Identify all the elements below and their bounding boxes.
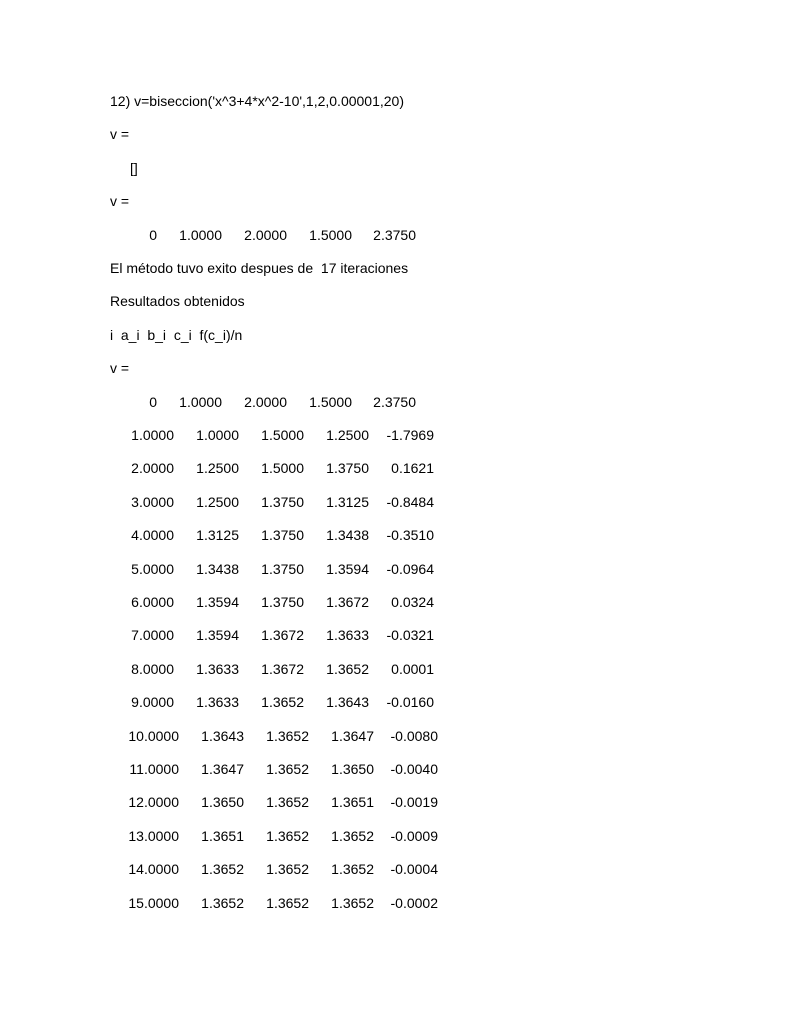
table-row — [0, 726, 791, 746]
table-cell: 1.3652 — [326, 661, 369, 677]
results-title: Resultados obtenidos — [110, 293, 245, 309]
table-cell: 1.3652 — [331, 828, 374, 844]
table-cell: 1.3651 — [201, 828, 244, 844]
table-cell: 1.3650 — [201, 794, 244, 810]
table-cell: 1.3633 — [326, 627, 369, 643]
vector-value: 2.3750 — [373, 227, 416, 243]
table-cell: 15.0000 — [128, 895, 179, 911]
table-cell: 14.0000 — [128, 861, 179, 877]
table-cell: 1.2500 — [196, 460, 239, 476]
vector-value: 1.5000 — [309, 227, 352, 243]
table-cell: 1.0000 — [196, 427, 239, 443]
table-cell: 1.3643 — [326, 694, 369, 710]
table-row — [0, 559, 791, 579]
table-cell: 1.3652 — [266, 728, 309, 744]
table-row — [0, 659, 791, 679]
table-row — [0, 692, 791, 712]
vector-value: 1.5000 — [309, 394, 352, 410]
table-cell: 4.0000 — [131, 527, 174, 543]
table-cell: 8.0000 — [131, 661, 174, 677]
table-cell: 2.0000 — [131, 460, 174, 476]
table-cell: -1.7969 — [386, 427, 434, 443]
table-row — [0, 759, 791, 779]
table-row — [0, 859, 791, 879]
table-cell: 1.3750 — [261, 561, 304, 577]
table-row — [0, 625, 791, 645]
table-row — [0, 592, 791, 612]
table-cell: -0.0019 — [390, 794, 438, 810]
table-cell: 0.1621 — [391, 460, 434, 476]
table-cell: 1.3750 — [261, 527, 304, 543]
table-cell: 1.3652 — [261, 694, 304, 710]
v-label: v = — [110, 360, 130, 376]
table-cell: 1.3652 — [331, 861, 374, 877]
table-cell: -0.0004 — [390, 861, 438, 877]
table-cell: -0.8484 — [386, 494, 434, 510]
table-row — [0, 792, 791, 812]
table-cell: 1.3643 — [201, 728, 244, 744]
table-cell: 1.2500 — [326, 427, 369, 443]
table-cell: 1.2500 — [196, 494, 239, 510]
table-cell: 1.3647 — [331, 728, 374, 744]
empty-value: [] — [130, 160, 138, 176]
table-row — [0, 826, 791, 846]
table-row — [0, 893, 791, 913]
table-cell: -0.0002 — [390, 895, 438, 911]
table-cell: 7.0000 — [131, 627, 174, 643]
v-label: v = — [110, 126, 130, 142]
table-cell: -0.0009 — [390, 828, 438, 844]
table-row — [0, 425, 791, 445]
table-cell: 1.0000 — [131, 427, 174, 443]
table-cell: 10.0000 — [128, 728, 179, 744]
table-cell: 1.3652 — [266, 761, 309, 777]
table-cell: 1.3652 — [266, 828, 309, 844]
table-cell: 1.3652 — [201, 861, 244, 877]
table-cell: 1.3672 — [261, 627, 304, 643]
table-cell: 1.3594 — [196, 594, 239, 610]
table-cell: 1.3652 — [266, 794, 309, 810]
table-cell: 1.3652 — [331, 895, 374, 911]
table-cell: 13.0000 — [128, 828, 179, 844]
table-cell: 5.0000 — [131, 561, 174, 577]
vector-value: 1.0000 — [179, 227, 222, 243]
table-cell: 1.3438 — [326, 527, 369, 543]
table-cell: 1.3438 — [196, 561, 239, 577]
table-cell: -0.0080 — [390, 728, 438, 744]
table-cell: 1.3650 — [331, 761, 374, 777]
vector-value: 2.0000 — [244, 394, 287, 410]
table-cell: -0.0321 — [386, 627, 434, 643]
table-cell: -0.0964 — [386, 561, 434, 577]
vector-value: 0 — [149, 227, 157, 243]
table-cell: 0.0324 — [391, 594, 434, 610]
table-cell: 1.3750 — [326, 460, 369, 476]
table-cell: 1.3594 — [326, 561, 369, 577]
table-cell: 1.3750 — [261, 594, 304, 610]
table-cell: -0.3510 — [386, 527, 434, 543]
table-row — [0, 525, 791, 545]
table-cell: 1.3125 — [326, 494, 369, 510]
table-cell: 1.3652 — [266, 895, 309, 911]
table-cell: 1.3672 — [261, 661, 304, 677]
success-message: El método tuvo exito despues de 17 iteraciones — [110, 260, 409, 276]
table-cell: 12.0000 — [128, 794, 179, 810]
table-cell: 1.3651 — [331, 794, 374, 810]
table-cell: 1.3594 — [196, 627, 239, 643]
table-cell: 1.3652 — [201, 895, 244, 911]
command-line: 12) v=biseccion('x^3+4*x^2-10',1,2,0.00001,20) — [110, 93, 404, 109]
table-cell: 0.0001 — [391, 661, 434, 677]
table-cell: 1.5000 — [261, 427, 304, 443]
vector-row — [0, 225, 791, 245]
table-cell: 9.0000 — [131, 694, 174, 710]
table-cell: 1.3750 — [261, 494, 304, 510]
table-cell: 6.0000 — [131, 594, 174, 610]
vector-row — [0, 392, 791, 412]
table-cell: 11.0000 — [129, 761, 179, 777]
v-label: v = — [110, 193, 130, 209]
table-cell: 1.3647 — [201, 761, 244, 777]
vector-value: 2.0000 — [244, 227, 287, 243]
column-header: i a_i b_i c_i f(c_i)/n — [110, 327, 243, 343]
table-cell: 1.3672 — [326, 594, 369, 610]
table-cell: 1.3125 — [196, 527, 239, 543]
table-cell: -0.0040 — [390, 761, 438, 777]
table-row — [0, 458, 791, 478]
vector-value: 1.0000 — [179, 394, 222, 410]
vector-value: 2.3750 — [373, 394, 416, 410]
table-cell: 1.5000 — [261, 460, 304, 476]
table-cell: 3.0000 — [131, 494, 174, 510]
table-cell: 1.3652 — [266, 861, 309, 877]
vector-value: 0 — [149, 394, 157, 410]
table-row — [0, 492, 791, 512]
table-cell: 1.3633 — [196, 694, 239, 710]
table-cell: -0.0160 — [386, 694, 434, 710]
table-cell: 1.3633 — [196, 661, 239, 677]
